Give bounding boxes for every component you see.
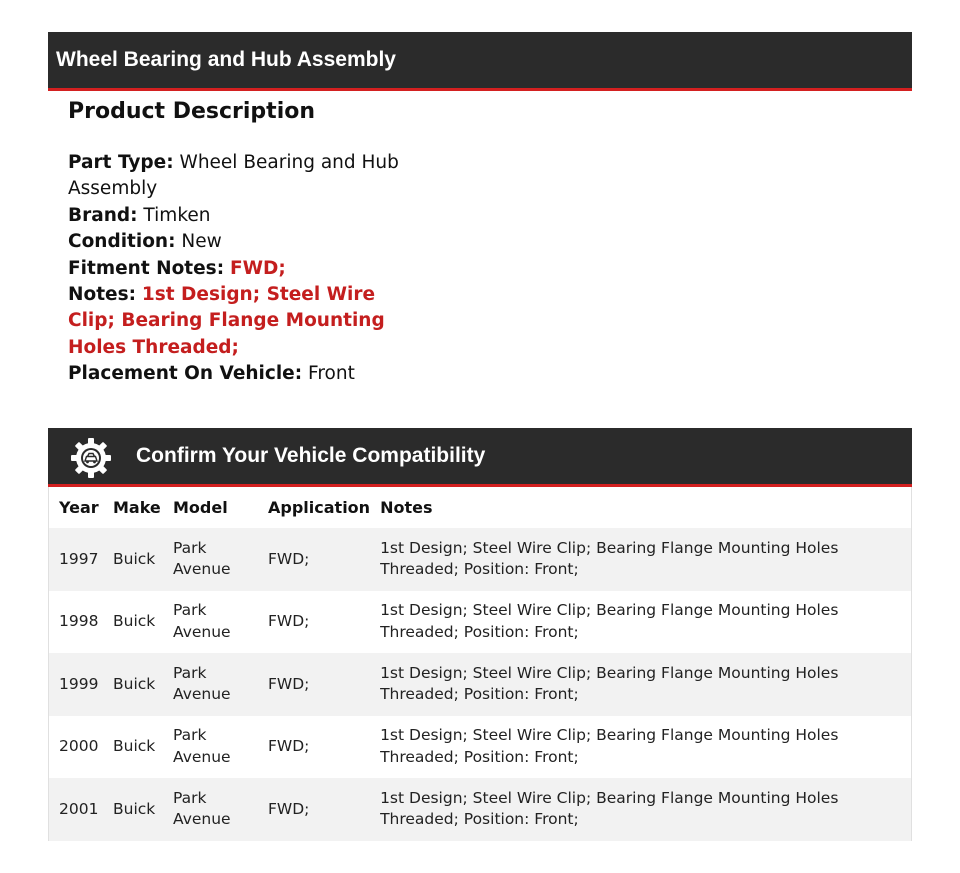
cell-year: 1998: [59, 612, 99, 630]
cell-notes: 1st Design; Steel Wire Clip; Bearing Flange Mounting Holes Threaded; Position: Front;: [380, 726, 839, 766]
part-type-label: Part Type:: [68, 152, 174, 173]
part-type-value: Wheel Bearing and Hub Assembly: [68, 152, 399, 200]
header-make: Make: [113, 498, 161, 517]
placement-value: Front: [308, 363, 355, 385]
cell-notes: 1st Design; Steel Wire Clip; Bearing Flange Mounting Holes Threaded; Position: Front;: [380, 601, 839, 641]
condition-value: New: [181, 231, 222, 253]
cell-model: Park Avenue: [163, 528, 258, 591]
cell-application: FWD;: [268, 612, 310, 630]
table-row: [49, 716, 911, 779]
cell-notes: 1st Design; Steel Wire Clip; Bearing Flange Mounting Holes Threaded; Position: Front;: [370, 528, 911, 591]
fitment-line: [68, 256, 408, 282]
placement-label: Placement On Vehicle:: [68, 363, 303, 385]
notes-label: Notes:: [68, 284, 136, 306]
cell-application: FWD;: [258, 528, 370, 591]
compatibility-table: [48, 487, 912, 841]
cell-application: FWD;: [258, 778, 370, 841]
product-title: Wheel Bearing and Hub Assembly: [56, 48, 396, 71]
compatibility-title: Confirm Your Vehicle Compatibility: [136, 444, 486, 467]
cell-year: 1999: [49, 653, 103, 716]
cell-year: 1997: [49, 528, 103, 591]
cell-year: 2000: [59, 737, 99, 755]
cell-notes: 1st Design; Steel Wire Clip; Bearing Flange Mounting Holes Threaded; Position: Front;: [370, 653, 911, 716]
part-type-line: [68, 150, 408, 203]
header-model: Model: [173, 498, 228, 517]
cell-make: Buick: [103, 528, 163, 591]
table-header-row: [49, 487, 911, 528]
table-row: [49, 528, 911, 591]
table-row: [49, 653, 911, 716]
brand-line: [68, 203, 408, 229]
cell-application: FWD;: [258, 653, 370, 716]
product-title-banner: [48, 32, 912, 91]
cell-make: Buick: [103, 653, 163, 716]
cell-model: Park Avenue: [163, 778, 258, 841]
cell-make: Buick: [113, 612, 156, 630]
header-application: Application: [268, 498, 371, 517]
cell-make: Buick: [103, 778, 163, 841]
cell-model: Park Avenue: [163, 653, 258, 716]
gear-car-icon: [70, 437, 112, 479]
fitment-label: Fitment Notes:: [68, 257, 225, 279]
condition-line: [68, 229, 408, 255]
fitment-value: FWD;: [229, 257, 286, 279]
brand-label: Brand:: [68, 204, 138, 226]
notes-value: 1st Design; Steel Wire Clip; Bearing Flange Mounting Holes Threaded;: [68, 284, 385, 358]
brand-value: Timken: [143, 204, 211, 226]
header-notes: Notes: [380, 498, 433, 517]
table-row: [49, 591, 911, 654]
cell-make: Buick: [113, 737, 156, 755]
table-row: [49, 778, 911, 841]
cell-year: 2001: [49, 778, 103, 841]
condition-label: Condition:: [68, 231, 176, 253]
header-year: Year: [59, 498, 99, 517]
description-heading: Product Description: [68, 99, 316, 124]
cell-model: Park Avenue: [173, 601, 231, 641]
product-description: [68, 98, 408, 388]
cell-model: Park Avenue: [173, 726, 231, 766]
cell-notes: 1st Design; Steel Wire Clip; Bearing Flange Mounting Holes Threaded; Position: Front;: [370, 778, 911, 841]
compatibility-banner: [48, 428, 912, 487]
notes-line: [68, 282, 408, 361]
cell-application: FWD;: [268, 737, 310, 755]
placement-line: [68, 361, 408, 387]
